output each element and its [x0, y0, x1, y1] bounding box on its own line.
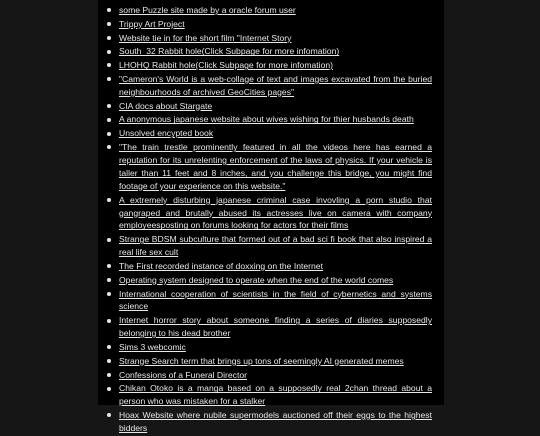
list-item [98, 260, 444, 273]
list-item [98, 409, 444, 435]
bullet-icon [107, 77, 111, 81]
list-item [98, 100, 444, 113]
list-item [98, 341, 444, 354]
link-train-trestle[interactable]: "The train trestle prominently featured in all the videos here has earned a reputation for its unrelenting enforcement of the laws of physics. If your vehicle is taller than 11 feet and 8 inches, and you challenge this bridge, you might find footage of your experience on this website." [119, 142, 432, 191]
link-internet-story[interactable]: Website tie in for the short film "Internet Story [119, 32, 292, 43]
bullet-icon [107, 345, 111, 349]
bullet-icon [107, 198, 111, 202]
list-item [98, 369, 444, 382]
link-japanese-case[interactable]: A extremely disturbing japanese criminal case invovling a porn studio that gangraped and brutally abused its actresses live on camera with company employeesposting on forums looking for actors for their films [119, 194, 432, 231]
bullet-icon [107, 373, 111, 377]
bullet-icon [107, 132, 111, 136]
bullet-icon [107, 63, 111, 67]
list-item [98, 233, 444, 259]
bullet-icon [107, 238, 111, 242]
list-item [98, 127, 444, 140]
list-item [98, 45, 444, 58]
list-item [98, 18, 444, 31]
list-item [98, 4, 444, 17]
bullet-icon [107, 145, 111, 149]
list-item [98, 288, 444, 314]
bullet-icon [107, 413, 111, 417]
bullet-icon [107, 387, 111, 391]
bullet-icon [107, 36, 111, 40]
bullet-icon [107, 264, 111, 268]
list-item [98, 113, 444, 126]
list-item [98, 274, 444, 287]
link-cia-stargate[interactable]: CIA docs about Stargate [119, 100, 213, 111]
link-end-of-world-os[interactable]: Operating system designed to operate when the end of the world comes [119, 274, 394, 285]
bullet-icon [107, 319, 111, 323]
link-cybernetics[interactable]: International cooperation of scientists in the field of cybernetics and systems science [119, 288, 432, 312]
bullet-icon [107, 22, 111, 26]
link-lhohq[interactable]: LHOHQ Rabbit hole(Click Subpage for more infomation) [119, 60, 333, 71]
bullet-icon [107, 292, 111, 296]
bullet-icon [107, 118, 111, 122]
link-sims3-webcomic[interactable]: Sims 3 webcomic [119, 341, 186, 352]
list-item [98, 194, 444, 233]
link-chikan-otoko[interactable]: Chikan Otoko is a manga based on a supposedly real 2chan thread about a person who was mistaken for a stalker [119, 383, 432, 407]
list-item [98, 382, 444, 408]
list-item [98, 59, 444, 72]
list-item [98, 355, 444, 368]
link-encrypted-book[interactable]: Unsolved encypted book [119, 128, 214, 139]
link-hoax-eggs[interactable]: Hoax Website where nubile supermodels auctioned off their eggs to the highest bidders [119, 410, 432, 433]
link-ai-memes[interactable]: Strange Search term that brings up tons of seemingly AI generated memes [119, 355, 404, 366]
list-item [98, 73, 444, 99]
link-first-doxxing[interactable]: The First recorded instance of doxxing on the Internet [119, 260, 323, 271]
list-item [98, 314, 444, 340]
link-south32[interactable]: South_32 Rabbit hole(Click Subpage for more infomation) [119, 46, 340, 57]
page-content [98, 0, 444, 433]
link-puzzle-site[interactable]: some Puzzle site made by a oracle forum user [119, 5, 296, 15]
list-item [98, 32, 444, 45]
bullet-icon [107, 104, 111, 108]
link-japanese-wives[interactable]: A anonymous japanese website about wives wishing for thier husbands death [119, 114, 414, 125]
link-trippy-art[interactable]: Trippy Art Project [119, 18, 185, 29]
link-bdsm-subculture[interactable]: Strange BDSM subculture that formed out of a bad sci fi book that also inspired a real life sex cult [119, 234, 432, 258]
link-camerons-world[interactable]: "Cameron's World is a web-collage of text and images excavated from the buried neighbourhoods of archived GeoCities pages" [119, 73, 432, 97]
bullet-icon [107, 278, 111, 282]
bullet-icon [107, 50, 111, 54]
link-list [98, 4, 444, 436]
link-diaries-horror[interactable]: Internet horror story about someone finding a series of diaries supposedly belonging to his dead brother [119, 315, 432, 339]
bullet-icon [107, 8, 111, 12]
link-funeral-director[interactable]: Confessions of a Funeral Director [119, 369, 248, 380]
bullet-icon [107, 359, 111, 363]
list-item [98, 141, 444, 193]
